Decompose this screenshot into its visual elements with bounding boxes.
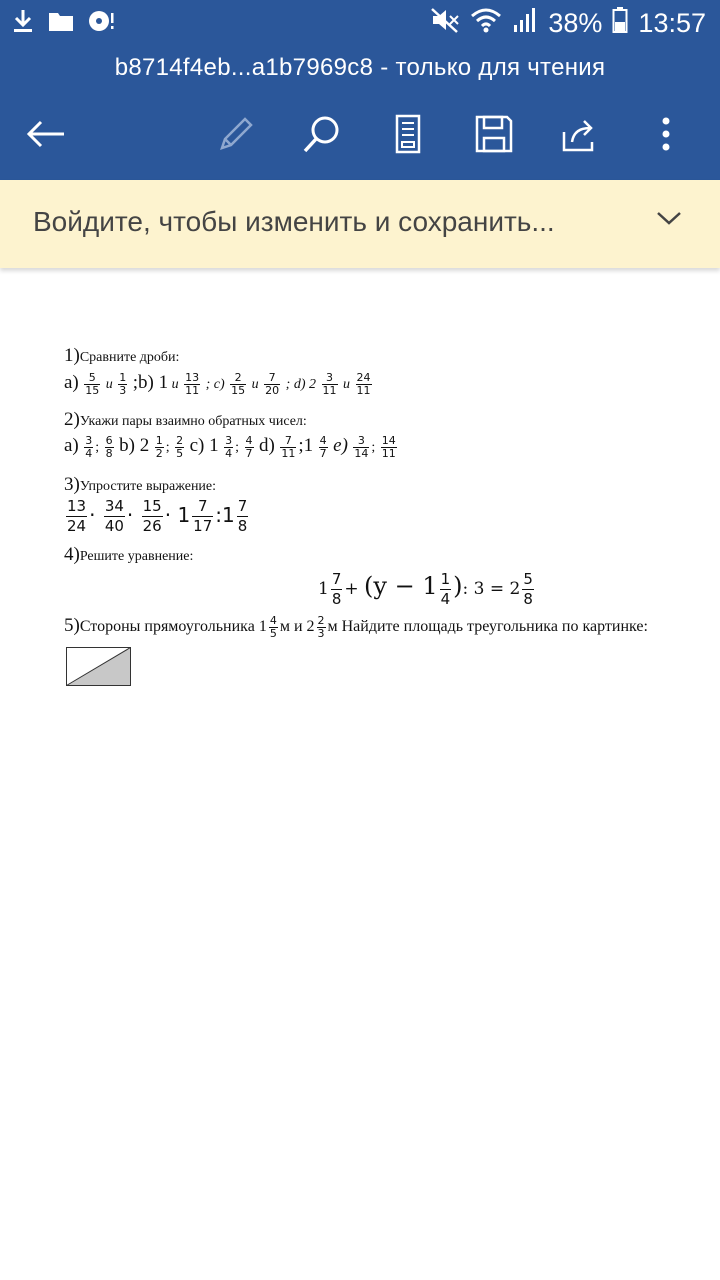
save-icon <box>474 114 514 154</box>
sign-in-banner[interactable] <box>0 180 720 268</box>
back-arrow-icon <box>26 119 66 149</box>
share-button[interactable] <box>548 104 612 164</box>
more-options-button[interactable] <box>634 104 698 164</box>
app-bar <box>0 0 720 180</box>
question-5-text: 5)Стороны прямоугольника 1 $\frac{4}{5}$ м и 2 $\frac{2}{3}$ м Найдите площадь треугольника по картинке: <box>64 614 648 640</box>
battery-icon <box>612 6 628 41</box>
question-2-heading: 2)Укажи пары взаимно обратных чисел: <box>64 409 307 430</box>
search-icon <box>302 114 342 154</box>
toolbar <box>0 104 720 164</box>
question-4-equation: 1 $\frac{7}{8}$ + (y − 1 $\frac{1}{4}$ ): 3 = 2 $\frac{5}{8}$ <box>318 570 533 608</box>
question-4-heading: 4)Решите уравнение: <box>64 544 194 565</box>
download-icon <box>12 8 34 38</box>
battery-percent: 38% <box>548 8 603 38</box>
disc-icon <box>88 9 114 37</box>
signal-icon <box>512 7 538 40</box>
edit-button[interactable] <box>204 104 268 164</box>
clock: 13:57 <box>638 8 706 38</box>
folder-icon <box>48 10 74 36</box>
reading-view-button[interactable] <box>376 104 440 164</box>
question-3-heading: 3)Упростите выражение: <box>64 474 217 495</box>
sign-in-banner-text: Войдите, чтобы изменить и сохранить... <box>33 206 555 237</box>
question-3-expression: $\frac{13}{24}$ · $\frac{34}{40}$ · $\frac{15}{26}$ · 1 $\frac{7}{17}$ :1 $\frac{7}{8}$ <box>67 497 248 535</box>
pencil-icon <box>216 114 256 154</box>
status-bar <box>0 0 720 48</box>
rectangle-triangle-figure <box>66 647 132 692</box>
question-1-fractions: a) $\frac{5}{15}$ и $\frac{1}{3}$ ;b) 1 и $\frac{13}{11}$ ; c) $\frac{2}{15}$ и $\frac{7}{20}$ ; d) 2 $\frac{3}{11}$ и $\frac{24}{11}$ <box>64 371 371 398</box>
mute-icon <box>430 6 460 41</box>
save-button[interactable] <box>462 104 526 164</box>
question-1-heading: 1)Сравните дроби: <box>64 345 180 366</box>
wifi-icon <box>470 6 502 41</box>
reading-view-icon <box>393 114 423 154</box>
search-button[interactable] <box>290 104 354 164</box>
back-button[interactable] <box>14 104 78 164</box>
chevron-down-icon[interactable] <box>656 210 682 230</box>
more-vertical-icon <box>661 116 671 152</box>
question-2-fractions: a) $\frac{3}{4}$ ; $\frac{6}{8}$ b) 2 $\frac{1}{2}$ ; $\frac{2}{5}$ c) 1 $\frac{3}{4}$ ; $\frac{4}{7}$ d) $\frac{7}{11}$ ;1 $\frac{4}{7}$ e) $\frac{3}{14}$ ; $\frac{14}{11}$ <box>64 434 396 461</box>
share-icon <box>560 114 600 154</box>
document-title: b8714f4eb...a1b7969c8 - только для чтения <box>114 54 606 81</box>
